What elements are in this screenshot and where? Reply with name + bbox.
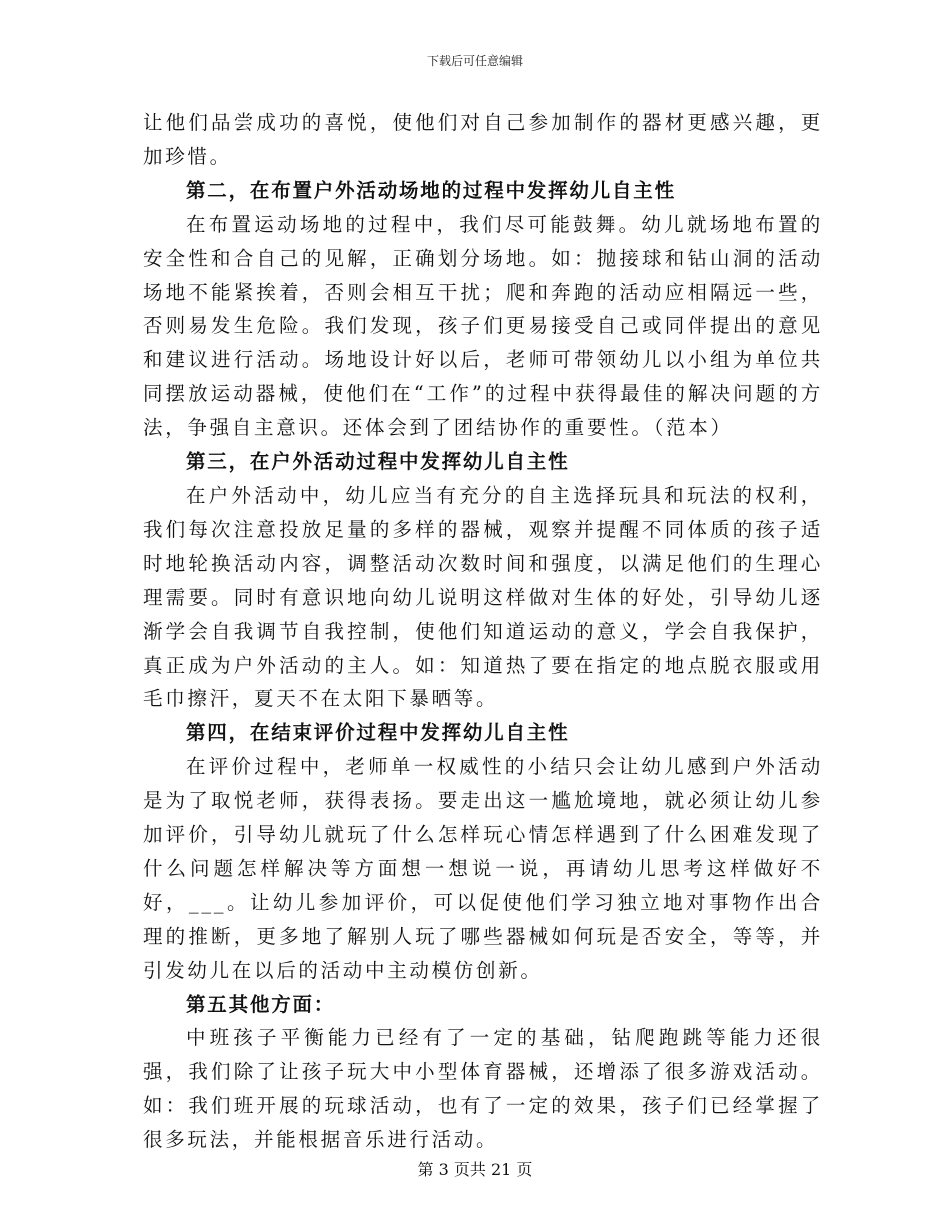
section-paragraph-5: 中班孩子平衡能力已经有了一定的基础，钻爬跑跳等能力还很强，我们除了让孩子玩大中小型体育器械，还增添了很多游戏活动。如：我们班开展的玩球活动，也有了一定的效果，孩子们已经掌握了很多玩法，并能根据音乐进行活动。 [143,1026,823,1152]
intro-paragraph: 让他们品尝成功的喜悦，使他们对自己参加制作的器材更感兴趣，更加珍惜。 [143,111,823,168]
page-number: 第 3 页共 21 页 [417,1160,533,1179]
document-body [143,106,823,1157]
section-heading-4: 第四，在结束评价过程中发挥幼儿自主性 [186,721,570,745]
page-header: 下载后可任意编辑 [426,54,523,68]
section-paragraph-2: 在布置运动场地的过程中，我们尽可能鼓舞。幼儿就场地布置的安全性和合自己的见解，正确划分场地。如：抛接球和钻山洞的活动场地不能紧挨着，否则会相互干扰；爬和奔跑的活动应相隔远一些，否则易发生危险。我们发现，孩子们更易接受自己或同伴提出的意见和建议进行活动。场地设计好以后，老师可带领幼儿以小组为单位共同摆放运动器械，使他们在“工作”的过程中获得最佳的解决问题的方法，争强自主意识。还体会到了团结协作的重要性。（范本） [143,212,823,440]
section-heading-3: 第三，在户外活动过程中发挥幼儿自主性 [186,450,570,474]
section-paragraph-3: 在户外活动中，幼儿应当有充分的自主选择玩具和玩法的权利，我们每次注意投放足量的多样的器械，观察并提醒不同体质的孩子适时地轮换活动内容，调整活动次数时间和强度，以满足他们的生理心理需要。同时有意识地向幼儿说明这样做对生体的好处，引导幼儿逐渐学会自我调节自我控制，使他们知道运动的意义，学会自我保护，真正成为户外活动的主人。如：知道热了要在指定的地点脱衣服或用毛巾擦汗，夏天不在太阳下暴晒等。 [143,483,823,711]
section-heading-5: 第五其他方面： [186,992,336,1016]
section-heading-2: 第二，在布置户外活动场地的过程中发挥幼儿自主性 [186,178,676,202]
section-paragraph-4: 在评价过程中，老师单一权威性的小结只会让幼儿感到户外活动是为了取悦老师，获得表扬。要走出这一尴尬境地，就必须让幼儿参加评价，引导幼儿就玩了什么怎样玩心情怎样遇到了什么困难发现了什么问题怎样解决等方面想一想说一说，再请幼儿思考这样做好不好，___。让幼儿参加评价，可以促使他们学习独立地对事物作出合理的推断，更多地了解别人玩了哪些器械如何玩是否安全，等等，并引发幼儿在以后的活动中主动模仿创新。 [143,755,823,982]
